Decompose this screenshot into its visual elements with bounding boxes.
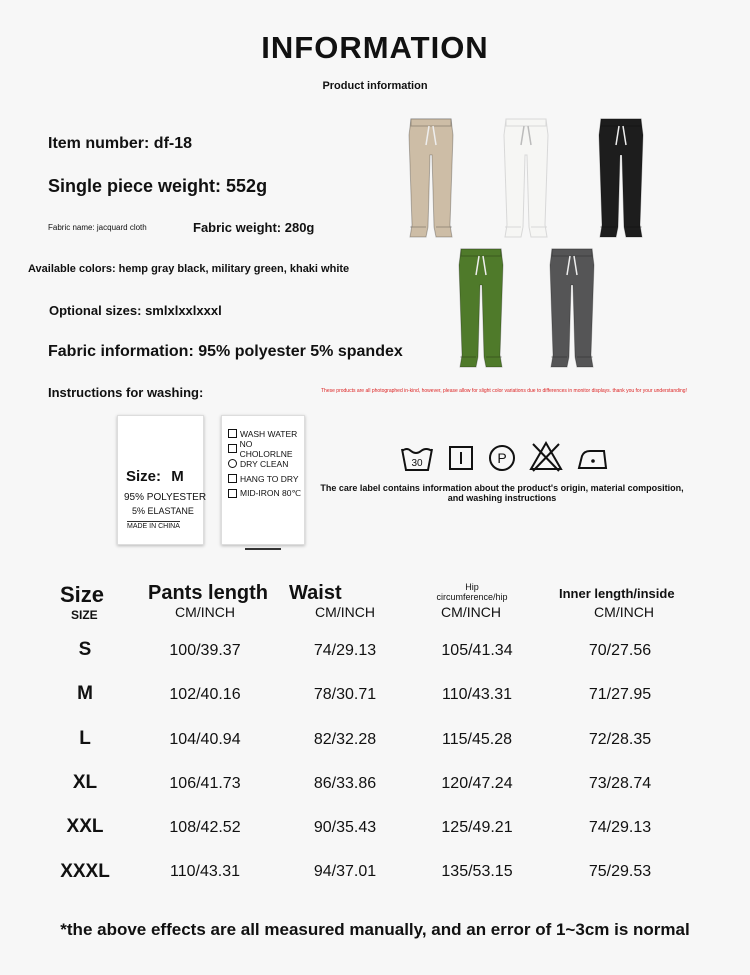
care-line-2: NO CHOLORLNE [228,441,304,456]
header-size-sub: SIZE [71,608,98,622]
cell-inner-length: 75/29.53 [588,863,652,880]
cell-pants-length: 110/43.31 [170,863,240,880]
cell-inner-length: 71/27.95 [588,686,652,703]
pants-gray-image [546,245,598,370]
washing-instructions-label: Instructions for washing: [48,385,204,400]
pants-black-image [595,115,647,240]
header-size: Size [60,582,105,607]
tag-line-1: 95% POLYESTER [124,492,207,503]
cell-waist: 78/30.71 [313,686,377,703]
cell-hip: 125/49.21 [441,819,513,836]
row-size: M [77,683,93,704]
cell-hip: 135/53.15 [441,863,513,880]
header-waist: Waist [289,582,342,604]
wash-30-icon [400,443,434,473]
care-label-description: The care label contains information about the product's origin, material composition, and washing instructions [320,483,684,503]
tag-size-value: M [171,468,184,485]
optional-sizes: Optional sizes: smlxlxxlxxxl [49,303,222,318]
cell-inner-length: 74/29.13 [588,819,652,836]
header-hip: Hip circumference/hip [436,582,508,602]
size-label-tag [117,415,207,545]
care-label-tag [221,415,305,545]
cell-waist: 94/37.01 [313,863,377,880]
cell-waist: 90/35.43 [313,819,377,836]
cell-pants-length: 100/39.37 [169,642,241,659]
cell-hip: 120/47.24 [441,775,513,792]
cell-pants-length: 106/41.73 [169,775,241,792]
care-line-4: HANG TO DRY [228,471,304,486]
fabric-information: Fabric information: 95% polyester 5% spandex [48,343,403,360]
cell-pants-length: 102/40.16 [169,686,241,703]
tag-line-2: 5% ELASTANE [132,506,194,516]
care-line-3: DRY CLEAN [228,456,304,471]
pants-white-image [500,115,552,240]
svg-text:P: P [497,450,507,466]
pants-khaki-image [405,115,457,240]
pants-green-image [455,245,507,370]
fabric-name: Fabric name: jacquard cloth [48,223,147,232]
tag-line-3: MADE IN CHINA [127,523,180,530]
page-title: INFORMATION [261,30,489,65]
cell-inner-length: 73/28.74 [588,775,652,792]
dry-clean-p-icon [488,444,516,472]
cell-inner-length: 72/28.35 [588,731,652,748]
unit-pants: CM/INCH [175,604,235,620]
measurement-note: *the above effects are all measured manually, and an error of 1~3cm is normal [60,920,690,939]
available-colors: Available colors: hemp gray black, military green, khaki white [28,263,350,275]
unit-waist: CM/INCH [315,604,375,620]
cell-waist: 74/29.13 [313,642,377,659]
tag-size-label: Size: [126,468,162,485]
color-disclaimer: These products are all photographed in-kind, however, please allow for slight color variations due to differences in monitor displays. thank you for your understanding! [321,388,687,394]
svg-text:30: 30 [411,458,423,469]
tag-divider [245,548,281,550]
cell-pants-length: 104/40.94 [169,731,241,748]
cell-inner-length: 70/27.56 [588,642,652,659]
dry-icon [448,445,474,471]
page-subtitle: Product information [322,80,428,92]
iron-icon [576,446,610,472]
care-line-5: MID-IRON 80℃ [228,486,304,501]
row-size: XL [72,772,98,793]
cell-hip: 115/45.28 [442,731,512,748]
row-size: XXL [66,816,104,837]
item-number: Item number: df-18 [48,135,193,152]
cell-hip: 105/41.34 [441,642,513,659]
row-size: S [78,639,92,660]
no-bleach-icon [529,440,563,472]
care-label-lines [228,426,304,501]
fabric-weight: Fabric weight: 280g [193,220,315,235]
row-size: XXXL [60,861,110,882]
cell-hip: 110/43.31 [442,686,512,703]
row-size: L [79,728,91,749]
header-pants-length: Pants length [148,582,269,604]
unit-inner: CM/INCH [594,604,654,620]
single-piece-weight: Single piece weight: 552g [48,176,268,196]
unit-hip: CM/INCH [441,604,501,620]
cell-waist: 82/32.28 [313,731,377,748]
cell-waist: 86/33.86 [313,775,377,792]
cell-pants-length: 108/42.52 [169,819,241,836]
care-line-1: WASH WATER [228,426,304,441]
header-inner-length: Inner length/inside [559,586,675,601]
